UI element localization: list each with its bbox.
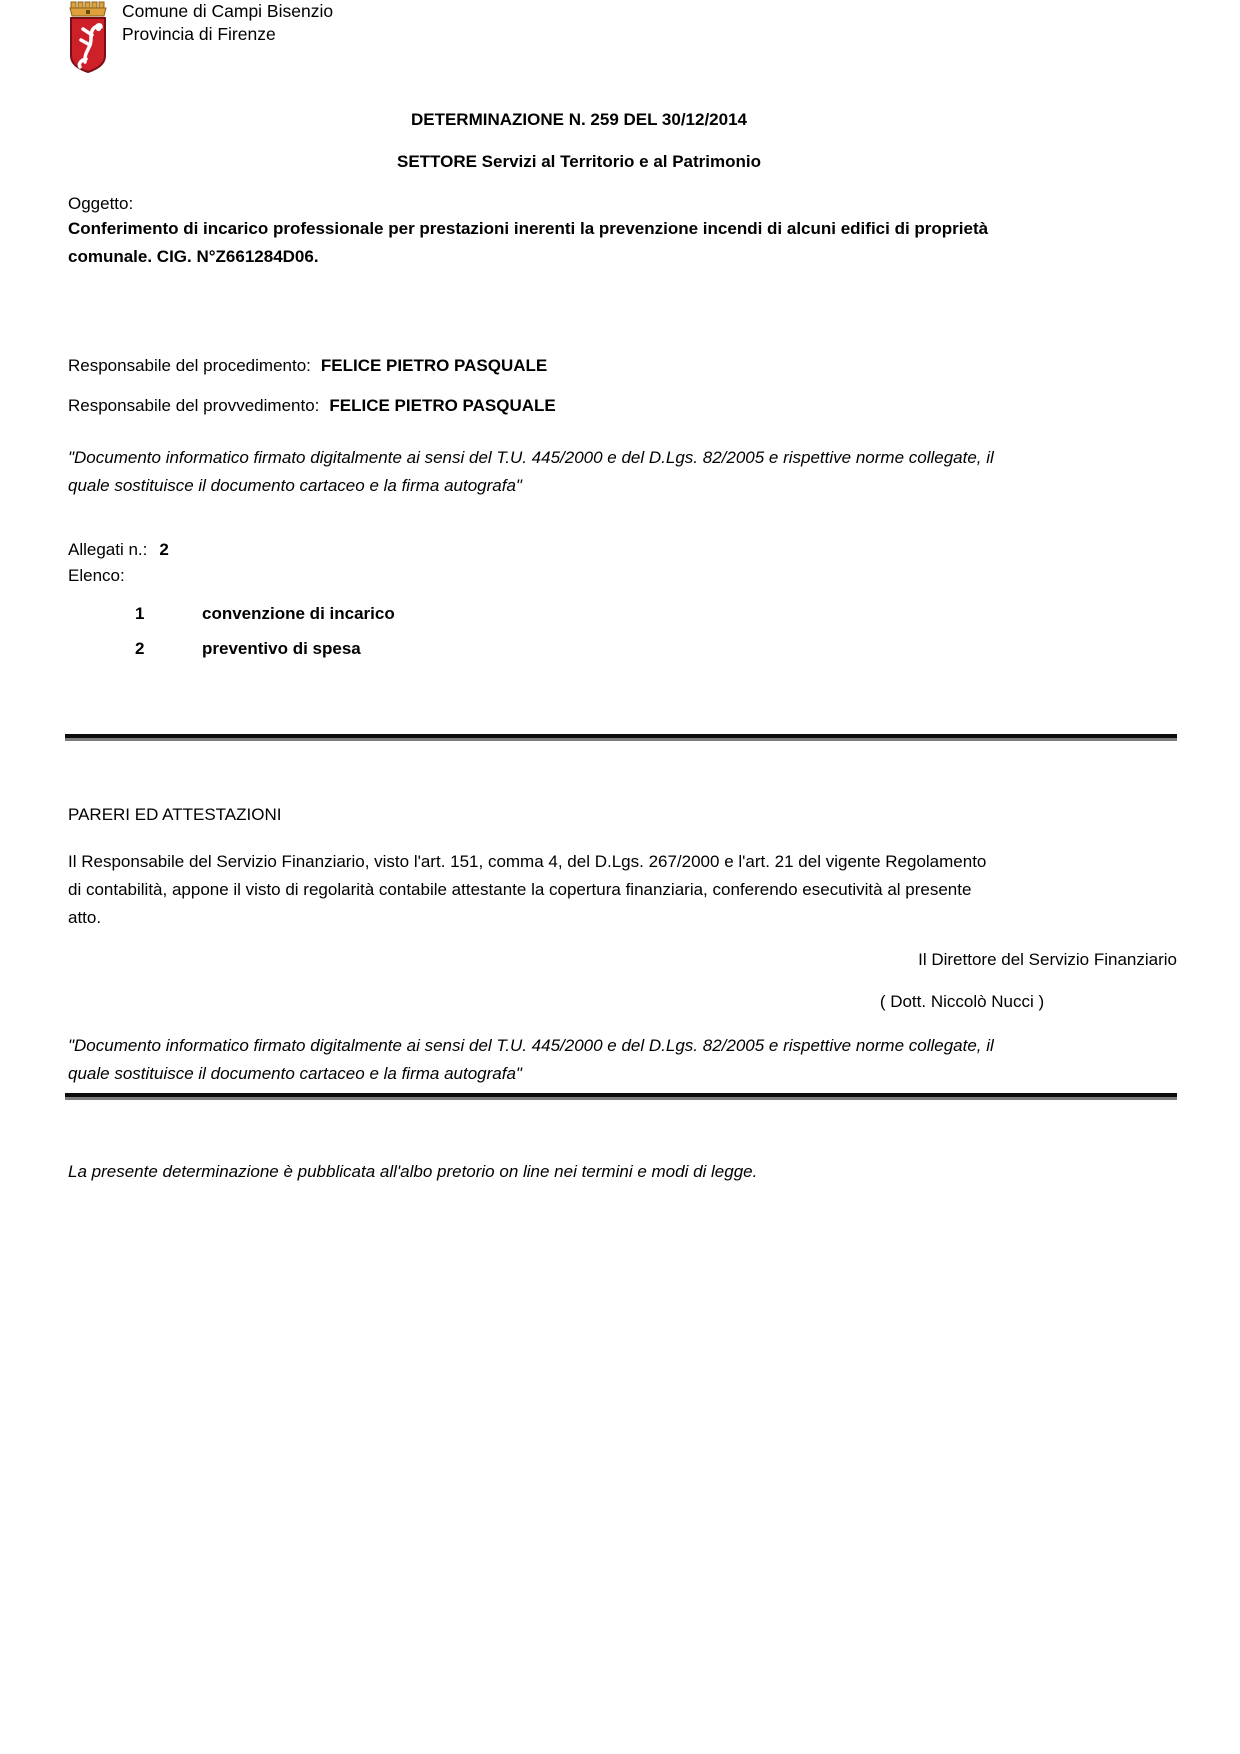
responsible-procedure-label: Responsabile del procedimento: — [68, 356, 311, 375]
signer-name: ( Dott. Niccolò Nucci ) — [879, 992, 1045, 1011]
attachment-item — [68, 635, 768, 670]
responsible-procedure-name: FELICE PIETRO PASQUALE — [320, 356, 548, 375]
responsible-procedure-line — [68, 352, 547, 380]
opinions-heading: PARERI ED ATTESTAZIONI — [68, 805, 282, 824]
document-title: DETERMINAZIONE N. 259 DEL 30/12/2014 — [410, 110, 748, 129]
publication-note: La presente determinazione è pubblicata all'albo pretorio on line nei termini e modi di legge. — [68, 1162, 758, 1181]
attachment-number: 1 — [135, 604, 145, 623]
document-sector: SETTORE Servizi al Territorio e al Patrimonio — [396, 152, 762, 171]
municipal-crest-icon — [63, 0, 113, 74]
attachment-number: 2 — [135, 639, 145, 658]
attachments-list — [68, 600, 768, 670]
attachment-item — [68, 600, 768, 635]
signer-title: Il Direttore del Servizio Finanziario — [918, 950, 1177, 969]
responsible-provision-label: Responsabile del provvedimento: — [68, 396, 320, 415]
attachments-list-label: Elenco: — [68, 566, 125, 585]
attachments-count-line — [68, 536, 169, 564]
section-divider — [65, 734, 1177, 741]
opinions-body: Il Responsabile del Servizio Finanziario, visto l'art. 151, comma 4, del D.Lgs. 267/2000 e l'art. 21 del vigente Regolamento di contabilità, appone il visto di regolarità contabile attestante la copertura finanziaria, conferendo esecutività al presente atto. — [68, 852, 987, 927]
attachments-count-value: 2 — [159, 540, 169, 559]
subject-text: Conferimento di incarico professionale per prestazioni inerenti la prevenzione incendi di alcuni edifici di proprietà comunale. CIG. N°Z661284D06. — [68, 219, 989, 266]
attachment-name: preventivo di spesa — [202, 639, 361, 658]
responsible-provision-line — [68, 392, 556, 420]
digital-signature-note: "Documento informatico firmato digitalmente ai sensi del T.U. 445/2000 e del D.Lgs. 82/2005 e rispettive norme collegate, il quale sostituisce il documento cartaceo e la firma autografa" — [68, 1036, 994, 1083]
digital-signature-note: "Documento informatico firmato digitalmente ai sensi del T.U. 445/2000 e del D.Lgs. 82/2005 e rispettive norme collegate, il quale sostituisce il documento cartaceo e la firma autografa" — [68, 448, 994, 495]
attachments-count-label: Allegati n.: — [68, 540, 148, 559]
section-divider — [65, 1093, 1177, 1100]
municipality-name: Comune di Campi Bisenzio — [122, 1, 334, 21]
province-name: Provincia di Firenze — [122, 24, 276, 44]
subject-label: Oggetto: — [68, 194, 134, 213]
attachment-name: convenzione di incarico — [202, 604, 395, 623]
header-organization — [122, 0, 333, 46]
responsible-provision-name: FELICE PIETRO PASQUALE — [329, 396, 556, 415]
